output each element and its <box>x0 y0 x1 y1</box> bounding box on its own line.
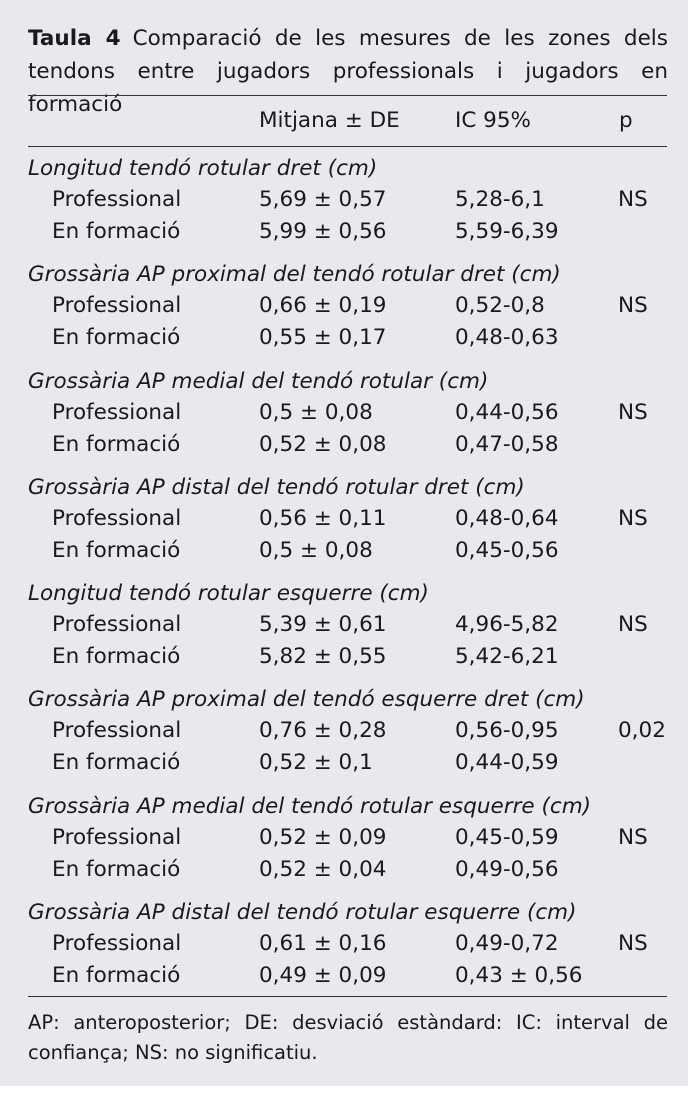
p-cell: 0,02 <box>618 718 666 744</box>
measure-title: Grossària AP proximal del tendó rotular dret (cm) <box>28 262 561 288</box>
table-row <box>0 535 688 567</box>
measure-group <box>0 578 688 684</box>
mean-cell: 0,61 ± 0,16 <box>259 931 387 957</box>
ci-cell: 0,45-0,56 <box>455 537 559 563</box>
measure-title: Grossària AP medial del tendó rotular esquerre (cm) <box>28 793 592 819</box>
group-cell: En formació <box>52 219 181 244</box>
table-row <box>0 747 688 779</box>
table-row <box>0 322 688 354</box>
measure-title: Grossària AP proximal del tendó esquerre dret (cm) <box>28 687 585 713</box>
group-cell: En formació <box>52 431 181 457</box>
table-row <box>0 928 688 960</box>
ci-cell: 4,96-5,82 <box>455 612 559 638</box>
p-cell: NS <box>618 293 648 319</box>
measure-title: Grossària AP medial del tendó rotular (cm) <box>28 368 489 394</box>
mean-cell: 5,82 ± 0,55 <box>259 644 387 670</box>
ci-cell: 0,48-0,63 <box>455 325 559 351</box>
ci-cell: 0,52-0,8 <box>455 293 545 319</box>
mean-cell: 0,5 ± 0,08 <box>259 399 373 425</box>
mean-cell: 5,69 ± 0,57 <box>259 187 387 212</box>
ci-cell: 0,44-0,56 <box>455 399 559 425</box>
header-p: p <box>619 108 633 133</box>
bottom-rule <box>28 996 667 997</box>
table-row <box>0 960 688 992</box>
measure-group <box>0 366 688 472</box>
measure-group <box>0 472 688 578</box>
mean-cell: 0,49 ± 0,09 <box>259 963 387 989</box>
mean-cell: 0,5 ± 0,08 <box>259 537 373 563</box>
table-row <box>0 609 688 641</box>
header-ci: IC 95% <box>455 108 531 133</box>
table-row <box>0 290 688 322</box>
table-body <box>0 153 688 1003</box>
p-cell: NS <box>618 931 648 957</box>
top-rule <box>28 95 667 96</box>
table-footnote: AP: anteroposterior; DE: desviació estàndard: IC: interval de confiança; NS: no significatiu. <box>28 1011 668 1064</box>
group-cell: Professional <box>52 612 182 638</box>
mean-cell: 0,52 ± 0,09 <box>259 824 387 850</box>
ci-cell: 0,49-0,56 <box>455 856 559 882</box>
p-cell: NS <box>618 824 648 850</box>
table-row <box>0 397 688 429</box>
measure-title: Longitud tendó rotular dret (cm) <box>28 156 378 181</box>
table-row <box>0 184 688 216</box>
group-cell: En formació <box>52 856 181 882</box>
group-cell: Professional <box>52 399 182 425</box>
table-number: Taula 4 <box>28 26 121 51</box>
table-row <box>0 429 688 461</box>
mean-cell: 0,55 ± 0,17 <box>259 325 387 351</box>
group-cell: En formació <box>52 537 181 563</box>
table-row <box>0 854 688 886</box>
measure-title: Grossària AP distal del tendó rotular dret (cm) <box>28 474 525 500</box>
measure-group <box>0 153 688 259</box>
measure-title: Grossària AP distal del tendó rotular esquerre (cm) <box>28 900 577 926</box>
measure-group <box>0 897 688 1003</box>
ci-cell: 0,47-0,58 <box>455 431 559 457</box>
mean-cell: 0,52 ± 0,1 <box>259 750 373 776</box>
p-cell: NS <box>618 612 648 638</box>
group-cell: Professional <box>52 505 182 531</box>
mean-cell: 0,52 ± 0,08 <box>259 431 387 457</box>
mean-cell: 0,66 ± 0,19 <box>259 293 387 319</box>
mean-cell: 0,76 ± 0,28 <box>259 718 387 744</box>
measure-group <box>0 791 688 897</box>
table-row <box>0 641 688 673</box>
group-cell: Professional <box>52 824 182 850</box>
group-cell: Professional <box>52 187 182 212</box>
group-cell: En formació <box>52 750 181 776</box>
ci-cell: 5,28-6,1 <box>455 187 545 212</box>
measure-title: Longitud tendó rotular esquerre (cm) <box>28 581 429 607</box>
header-rule <box>28 146 667 147</box>
p-cell: NS <box>618 187 648 212</box>
table-row <box>0 503 688 535</box>
ci-cell: 0,49-0,72 <box>455 931 559 957</box>
group-cell: Professional <box>52 931 182 957</box>
table-row <box>0 822 688 854</box>
table-row <box>0 216 688 248</box>
measure-group <box>0 684 688 790</box>
p-cell: NS <box>618 505 648 531</box>
group-cell: Professional <box>52 293 182 319</box>
mean-cell: 0,56 ± 0,11 <box>259 505 387 531</box>
mean-cell: 5,99 ± 0,56 <box>259 219 387 244</box>
ci-cell: 5,42-6,21 <box>455 644 559 670</box>
group-cell: En formació <box>52 963 181 989</box>
p-cell: NS <box>618 399 648 425</box>
group-cell: En formació <box>52 325 181 351</box>
header-mean: Mitjana ± DE <box>259 108 400 133</box>
ci-cell: 0,43 ± 0,56 <box>455 963 583 989</box>
ci-cell: 0,44-0,59 <box>455 750 559 776</box>
ci-cell: 5,59-6,39 <box>455 219 559 244</box>
mean-cell: 5,39 ± 0,61 <box>259 612 387 638</box>
ci-cell: 0,48-0,64 <box>455 505 559 531</box>
ci-cell: 0,45-0,59 <box>455 824 559 850</box>
mean-cell: 0,52 ± 0,04 <box>259 856 387 882</box>
measure-group <box>0 259 688 365</box>
table-row <box>0 715 688 747</box>
group-cell: Professional <box>52 718 182 744</box>
group-cell: En formació <box>52 644 181 670</box>
table-caption-text: Comparació de les mesures de les zones dels tendons entre jugadors professionals i jugadors en formació <box>28 26 668 117</box>
ci-cell: 0,56-0,95 <box>455 718 559 744</box>
